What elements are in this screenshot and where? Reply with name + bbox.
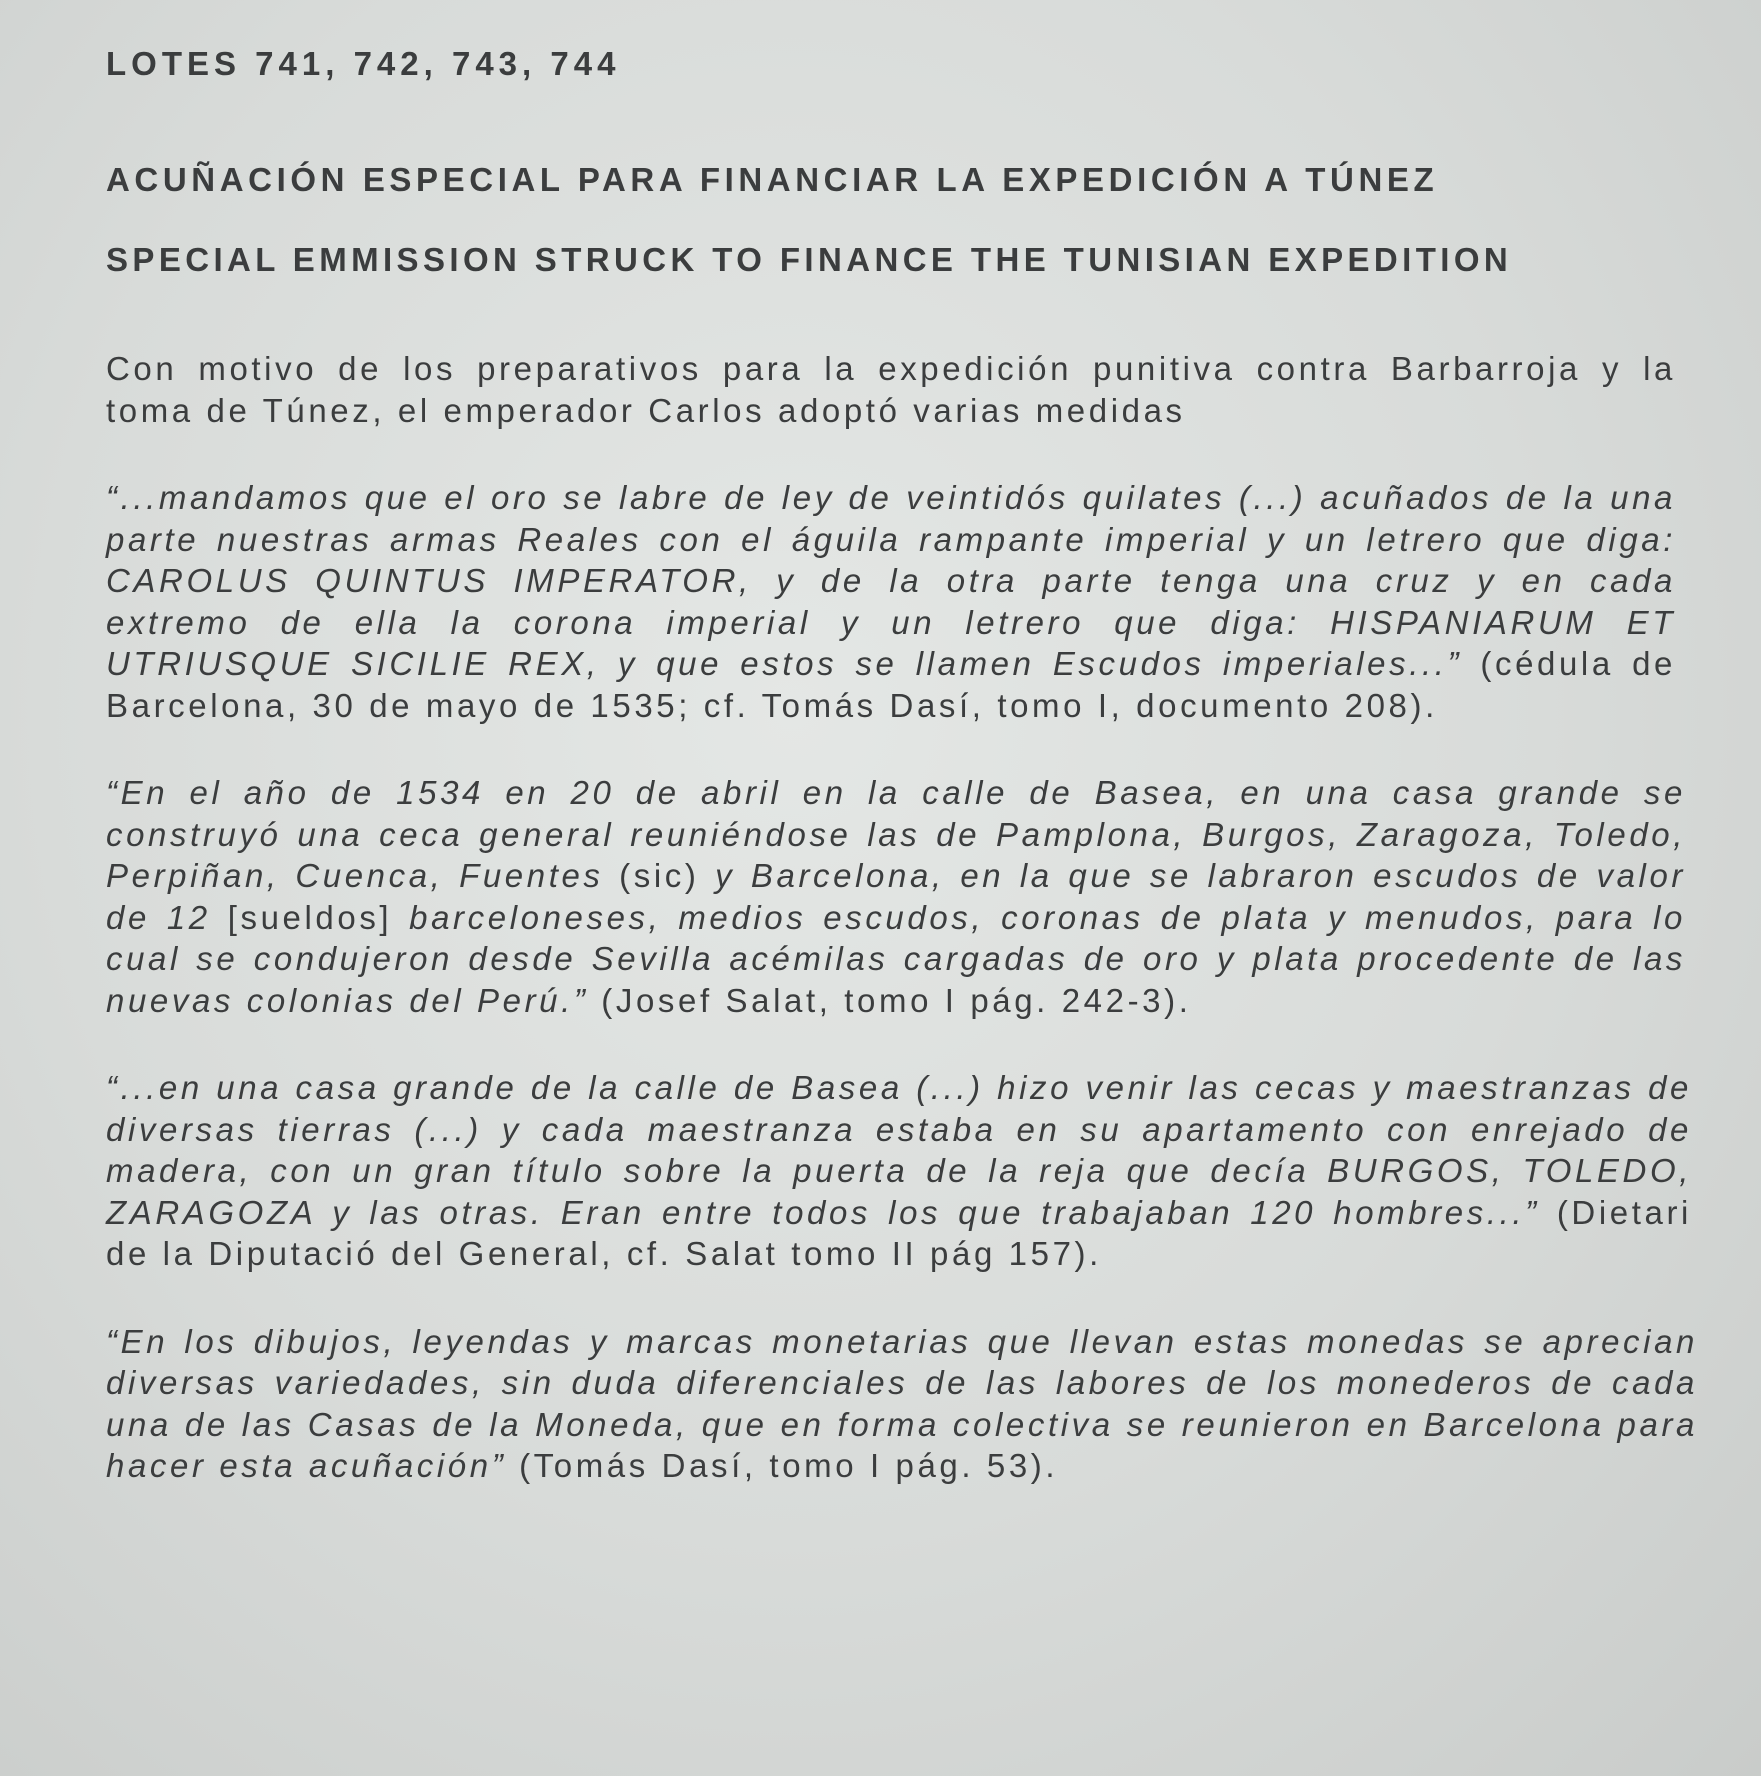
lot-numbers-heading: LOTES 741, 742, 743, 744	[106, 45, 621, 82]
quote-1-text: “...mandamos que el oro se labre de ley de veintidós quilates (...) acuñados de la una parte nuestras armas Reales con el águila rampante imperial y un letrero que diga: CAROLUS QUINTUS IMPERATOR, y de la otra parte tenga una cruz y en cada extremo de ella la corona imperial y un letrero que diga: HISPANIARUM ET UTRIUSQUE SICILIE REX, y que estos se llamen Escudos imperiales...”	[106, 479, 1676, 682]
quote-3-text: “...en una casa grande de la calle de Basea (...) hizo venir las cecas y maestranzas de diversas tierras (...) y cada maestranza estaba en su apartamento con enrejado de madera, con un gran título sobre la puerta de la reja que decía BURGOS, TOLEDO, ZARAGOZA y las otras. Eran entre todos los que trabajaban 120 hombres...”	[106, 1069, 1692, 1231]
quote-paragraph-1	[106, 477, 1676, 726]
quote-4-citation: (Tomás Dasí, tomo I pág. 53).	[506, 1447, 1059, 1484]
quote-2-sic: (sic)	[603, 857, 716, 894]
quote-2-citation: (Josef Salat, tomo I pág. 242-3).	[588, 981, 1192, 1019]
quote-3-citation: (Dietari de la Diputació del General, cf. Salat tomo II pág 157).	[106, 1193, 1692, 1272]
intro-paragraph: Con motivo de los preparativos para la expedición punitiva contra Barbarroja y la toma de Túnez, el emperador Carlos adoptó varias medidas	[106, 350, 1676, 429]
quote-paragraph-2	[106, 772, 1686, 1021]
quote-1-citation: (cédula de Barcelona, 30 de mayo de 1535; cf. Tomás Dasí, tomo I, documento 208).	[106, 645, 1676, 724]
quote-paragraph-3	[106, 1067, 1692, 1275]
quote-2-text-b: y Barcelona, en la que se labraron escudos de valor de 12	[106, 857, 1686, 936]
quote-2-bracket: [sueldos]	[210, 898, 410, 936]
quote-2-text-c: barceloneses, medios escudos, coronas de plata y menudos, para lo cual se condujeron desde Sevilla acémilas cargadas de oro y plata procedente de las nuevas colonias del Perú.”	[106, 898, 1686, 1019]
spanish-title: ACUÑACIÓN ESPECIAL PARA FINANCIAR LA EXPEDICIÓN A TÚNEZ	[106, 161, 1439, 198]
english-title: SPECIAL EMMISSION STRUCK TO FINANCE THE TUNISIAN EXPEDITION	[106, 241, 1513, 278]
quote-2-text: “En el año de 1534 en 20 de abril en la calle de Basea, en una casa grande se construyó una ceca general reuniéndose las de Pamplona, Burgos, Zaragoza, Toledo, Perpiñan, Cuenca, Fuentes	[106, 774, 1686, 894]
quote-paragraph-4	[106, 1321, 1698, 1487]
quote-4-text: “En los dibujos, leyendas y marcas monetarias que llevan estas monedas se aprecian diversas variedades, sin duda diferenciales de las labores de los monederos de cada una de las Casas de la Moneda, que en forma colectiva se reunieron en Barcelona para hacer esta acuñación”	[106, 1322, 1698, 1484]
